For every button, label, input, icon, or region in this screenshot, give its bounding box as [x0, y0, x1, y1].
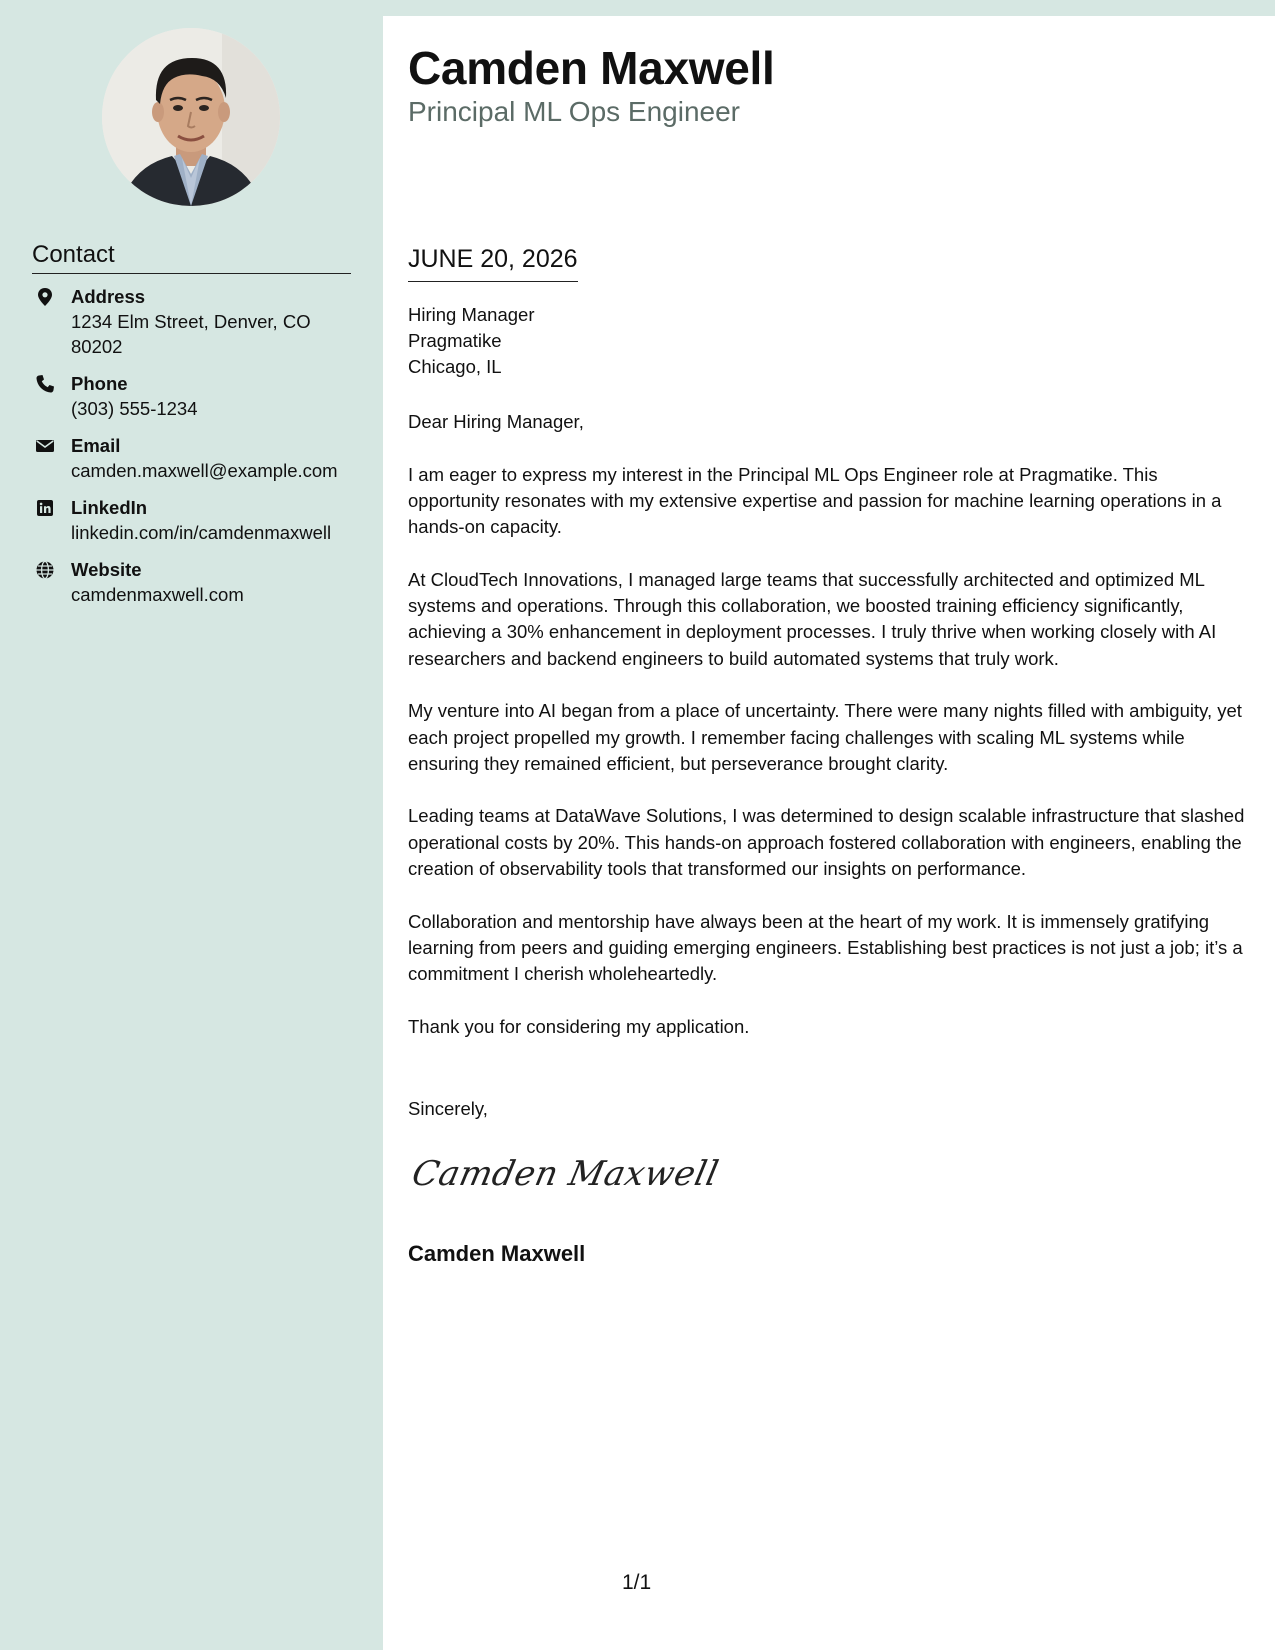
linkedin-label: LinkedIn	[71, 497, 148, 518]
address-label: Address	[71, 286, 146, 307]
email-label: Email	[71, 435, 121, 456]
page-number: 1/1	[622, 1571, 652, 1594]
handwritten-signature: Camden Maxwell	[408, 1154, 723, 1194]
contact-list	[32, 284, 362, 619]
recipient-line: Chicago, IL	[408, 356, 502, 377]
website-value: camdenmaxwell.com	[71, 584, 244, 605]
salutation: Dear Hiring Manager,	[408, 411, 584, 432]
globe-icon	[35, 560, 55, 580]
letter-body	[408, 409, 1248, 1066]
phone-value: (303) 555-1234	[71, 398, 198, 419]
letter-paragraph: My venture into AI began from a place of uncertainty. There were many nights filled with ambiguity, yet each project propelled my growth. I remember facing challenges with scaling ML systems while ensuring they remained efficient, but perseverance brought clarity.	[408, 700, 1242, 774]
contact-item-address	[32, 284, 362, 359]
recipient-line: Hiring Manager	[408, 304, 535, 325]
linkedin-value: linkedin.com/in/camdenmaxwell	[71, 522, 332, 543]
letter-paragraph: Leading teams at DataWave Solutions, I was determined to design scalable infrastructure that slashed operational costs by 20%. This hands-on approach fostered collaboration with engineers, enabling the creation of observability tools that transformed our insights on performance.	[408, 805, 1245, 880]
contact-item-website	[32, 557, 362, 607]
avatar	[102, 28, 280, 206]
contact-item-email	[32, 433, 362, 483]
letter-paragraph: I am eager to express my interest in the Principal ML Ops Engineer role at Pragmatike. This opportunity resonates with my extensive expertise and passion for machine learning operations in a hands-on capacity.	[408, 463, 1222, 538]
linkedin-icon	[35, 498, 55, 518]
location-pin-icon	[35, 287, 55, 307]
closing: Sincerely,	[408, 1098, 488, 1119]
recipient-line: Pragmatike	[408, 330, 502, 351]
letter-paragraph: Thank you for considering my application.	[408, 1015, 750, 1037]
phone-icon	[35, 374, 55, 394]
contact-heading: Contact	[32, 240, 351, 274]
contact-item-phone	[32, 371, 362, 421]
applicant-role: Principal ML Ops Engineer	[408, 96, 741, 127]
envelope-icon	[35, 436, 55, 456]
contact-item-linkedin	[32, 495, 362, 545]
recipient-block	[408, 302, 534, 380]
letter-date: JUNE 20, 2026	[408, 243, 578, 282]
email-value: camden.maxwell@example.com	[71, 460, 338, 481]
phone-label: Phone	[71, 373, 128, 394]
letter-paragraph: Collaboration and mentorship have always been at the heart of my work. It is immensely gratifying learning from peers and guiding emerging engineers. Establishing best practices is not just a job; it’s a commitment I cherish wholeheartedly.	[408, 910, 1243, 985]
website-label: Website	[71, 559, 142, 580]
sidebar	[0, 0, 383, 1650]
letter-paragraph: At CloudTech Innovations, I managed large teams that successfully architected and optimized ML systems and operations. Through this collaboration, we boosted training efficiency significantly, achieving a 30% enhancement in deployment processes. I truly thrive when working closely with AI researchers and backend engineers to build automated systems that truly work.	[408, 568, 1217, 669]
address-value: 1234 Elm Street, Denver, CO 80202	[71, 311, 311, 357]
signed-name: Camden Maxwell	[408, 1241, 586, 1266]
applicant-name: Camden Maxwell	[408, 42, 775, 94]
